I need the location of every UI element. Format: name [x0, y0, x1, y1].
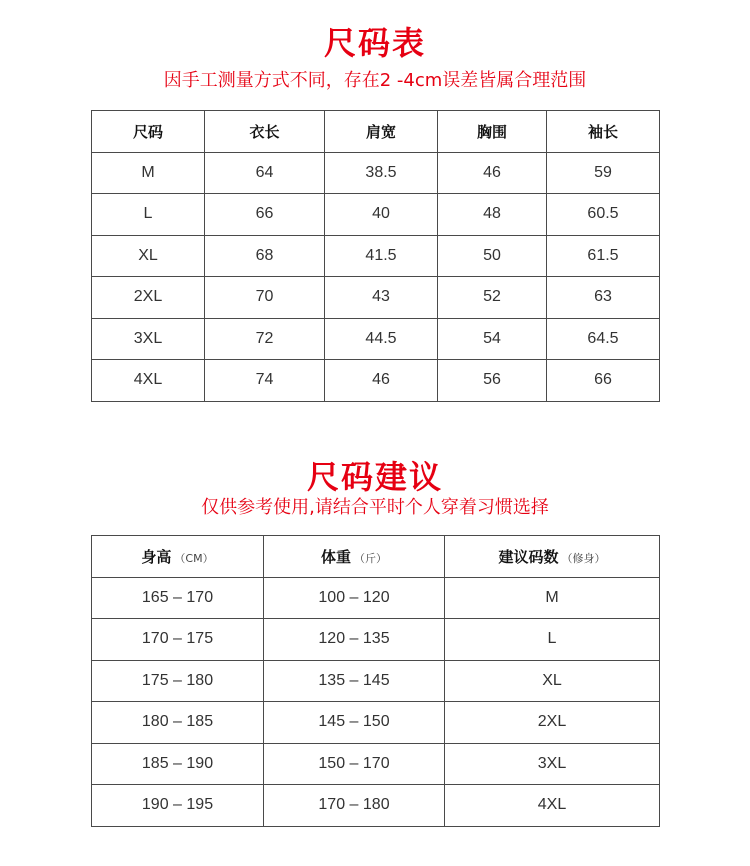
table-row	[92, 194, 660, 236]
cell-weight: 120 – 135	[264, 619, 445, 661]
cell-weight: 150 – 170	[264, 743, 445, 785]
table-row	[92, 235, 660, 277]
header-height: 身高 （CM）	[92, 536, 264, 578]
size-advice-table	[91, 535, 660, 827]
cell-height: 170 – 175	[92, 619, 264, 661]
table-row	[92, 785, 660, 827]
header-weight: 体重 （斤）	[264, 536, 445, 578]
header-height-note: （CM）	[174, 551, 214, 565]
cell-sleeve: 59	[547, 152, 660, 194]
header-sleeve: 袖长	[547, 111, 660, 153]
cell-size: 4XL	[92, 360, 205, 402]
table-row	[92, 277, 660, 319]
cell-weight: 145 – 150	[264, 702, 445, 744]
table-row	[92, 152, 660, 194]
table-row	[92, 360, 660, 402]
size-chart-title: 尺码表	[323, 24, 426, 62]
cell-length: 68	[205, 235, 325, 277]
size-chart-table	[91, 110, 660, 402]
cell-size: 3XL	[92, 318, 205, 360]
cell-sleeve: 64.5	[547, 318, 660, 360]
cell-sleeve: 61.5	[547, 235, 660, 277]
cell-chest: 50	[438, 235, 547, 277]
cell-recommended-size: M	[445, 577, 660, 619]
cell-length: 70	[205, 277, 325, 319]
cell-weight: 170 – 180	[264, 785, 445, 827]
header-size-note: （修身）	[561, 551, 606, 565]
cell-shoulder: 46	[325, 360, 438, 402]
cell-sleeve: 63	[547, 277, 660, 319]
cell-sleeve: 66	[547, 360, 660, 402]
cell-chest: 52	[438, 277, 547, 319]
cell-length: 66	[205, 194, 325, 236]
cell-recommended-size: 3XL	[445, 743, 660, 785]
header-shoulder: 肩宽	[325, 111, 438, 153]
header-chest: 胸围	[438, 111, 547, 153]
cell-weight: 100 – 120	[264, 577, 445, 619]
cell-sleeve: 60.5	[547, 194, 660, 236]
cell-length: 64	[205, 152, 325, 194]
table-row	[92, 702, 660, 744]
cell-recommended-size: L	[445, 619, 660, 661]
cell-weight: 135 – 145	[264, 660, 445, 702]
cell-recommended-size: 4XL	[445, 785, 660, 827]
cell-height: 165 – 170	[92, 577, 264, 619]
header-size: 尺码	[92, 111, 205, 153]
cell-shoulder: 40	[325, 194, 438, 236]
cell-height: 190 – 195	[92, 785, 264, 827]
table-row	[92, 660, 660, 702]
cell-size: 2XL	[92, 277, 205, 319]
cell-shoulder: 43	[325, 277, 438, 319]
cell-size: XL	[92, 235, 205, 277]
table-row	[92, 577, 660, 619]
size-chart-subtitle: 因手工测量方式不同，存在2 -4cm误差皆属合理范围	[163, 70, 587, 91]
size-advice-subtitle: 仅供参考使用,请结合平时个人穿着习惯选择	[201, 497, 549, 518]
cell-shoulder: 41.5	[325, 235, 438, 277]
table-row	[92, 318, 660, 360]
header-recommended-size: 建议码数 （修身）	[445, 536, 660, 578]
header-weight-note: （斤）	[354, 551, 387, 565]
table-header-row	[92, 536, 660, 578]
header-length: 衣长	[205, 111, 325, 153]
table-header-row	[92, 111, 660, 153]
cell-length: 74	[205, 360, 325, 402]
cell-height: 185 – 190	[92, 743, 264, 785]
cell-chest: 48	[438, 194, 547, 236]
table-row	[92, 619, 660, 661]
cell-size: L	[92, 194, 205, 236]
cell-height: 180 – 185	[92, 702, 264, 744]
cell-shoulder: 44.5	[325, 318, 438, 360]
table-row	[92, 743, 660, 785]
cell-chest: 56	[438, 360, 547, 402]
cell-shoulder: 38.5	[325, 152, 438, 194]
cell-length: 72	[205, 318, 325, 360]
cell-chest: 46	[438, 152, 547, 194]
cell-recommended-size: 2XL	[445, 702, 660, 744]
cell-height: 175 – 180	[92, 660, 264, 702]
size-advice-title: 尺码建议	[306, 458, 443, 496]
cell-size: M	[92, 152, 205, 194]
cell-chest: 54	[438, 318, 547, 360]
cell-recommended-size: XL	[445, 660, 660, 702]
